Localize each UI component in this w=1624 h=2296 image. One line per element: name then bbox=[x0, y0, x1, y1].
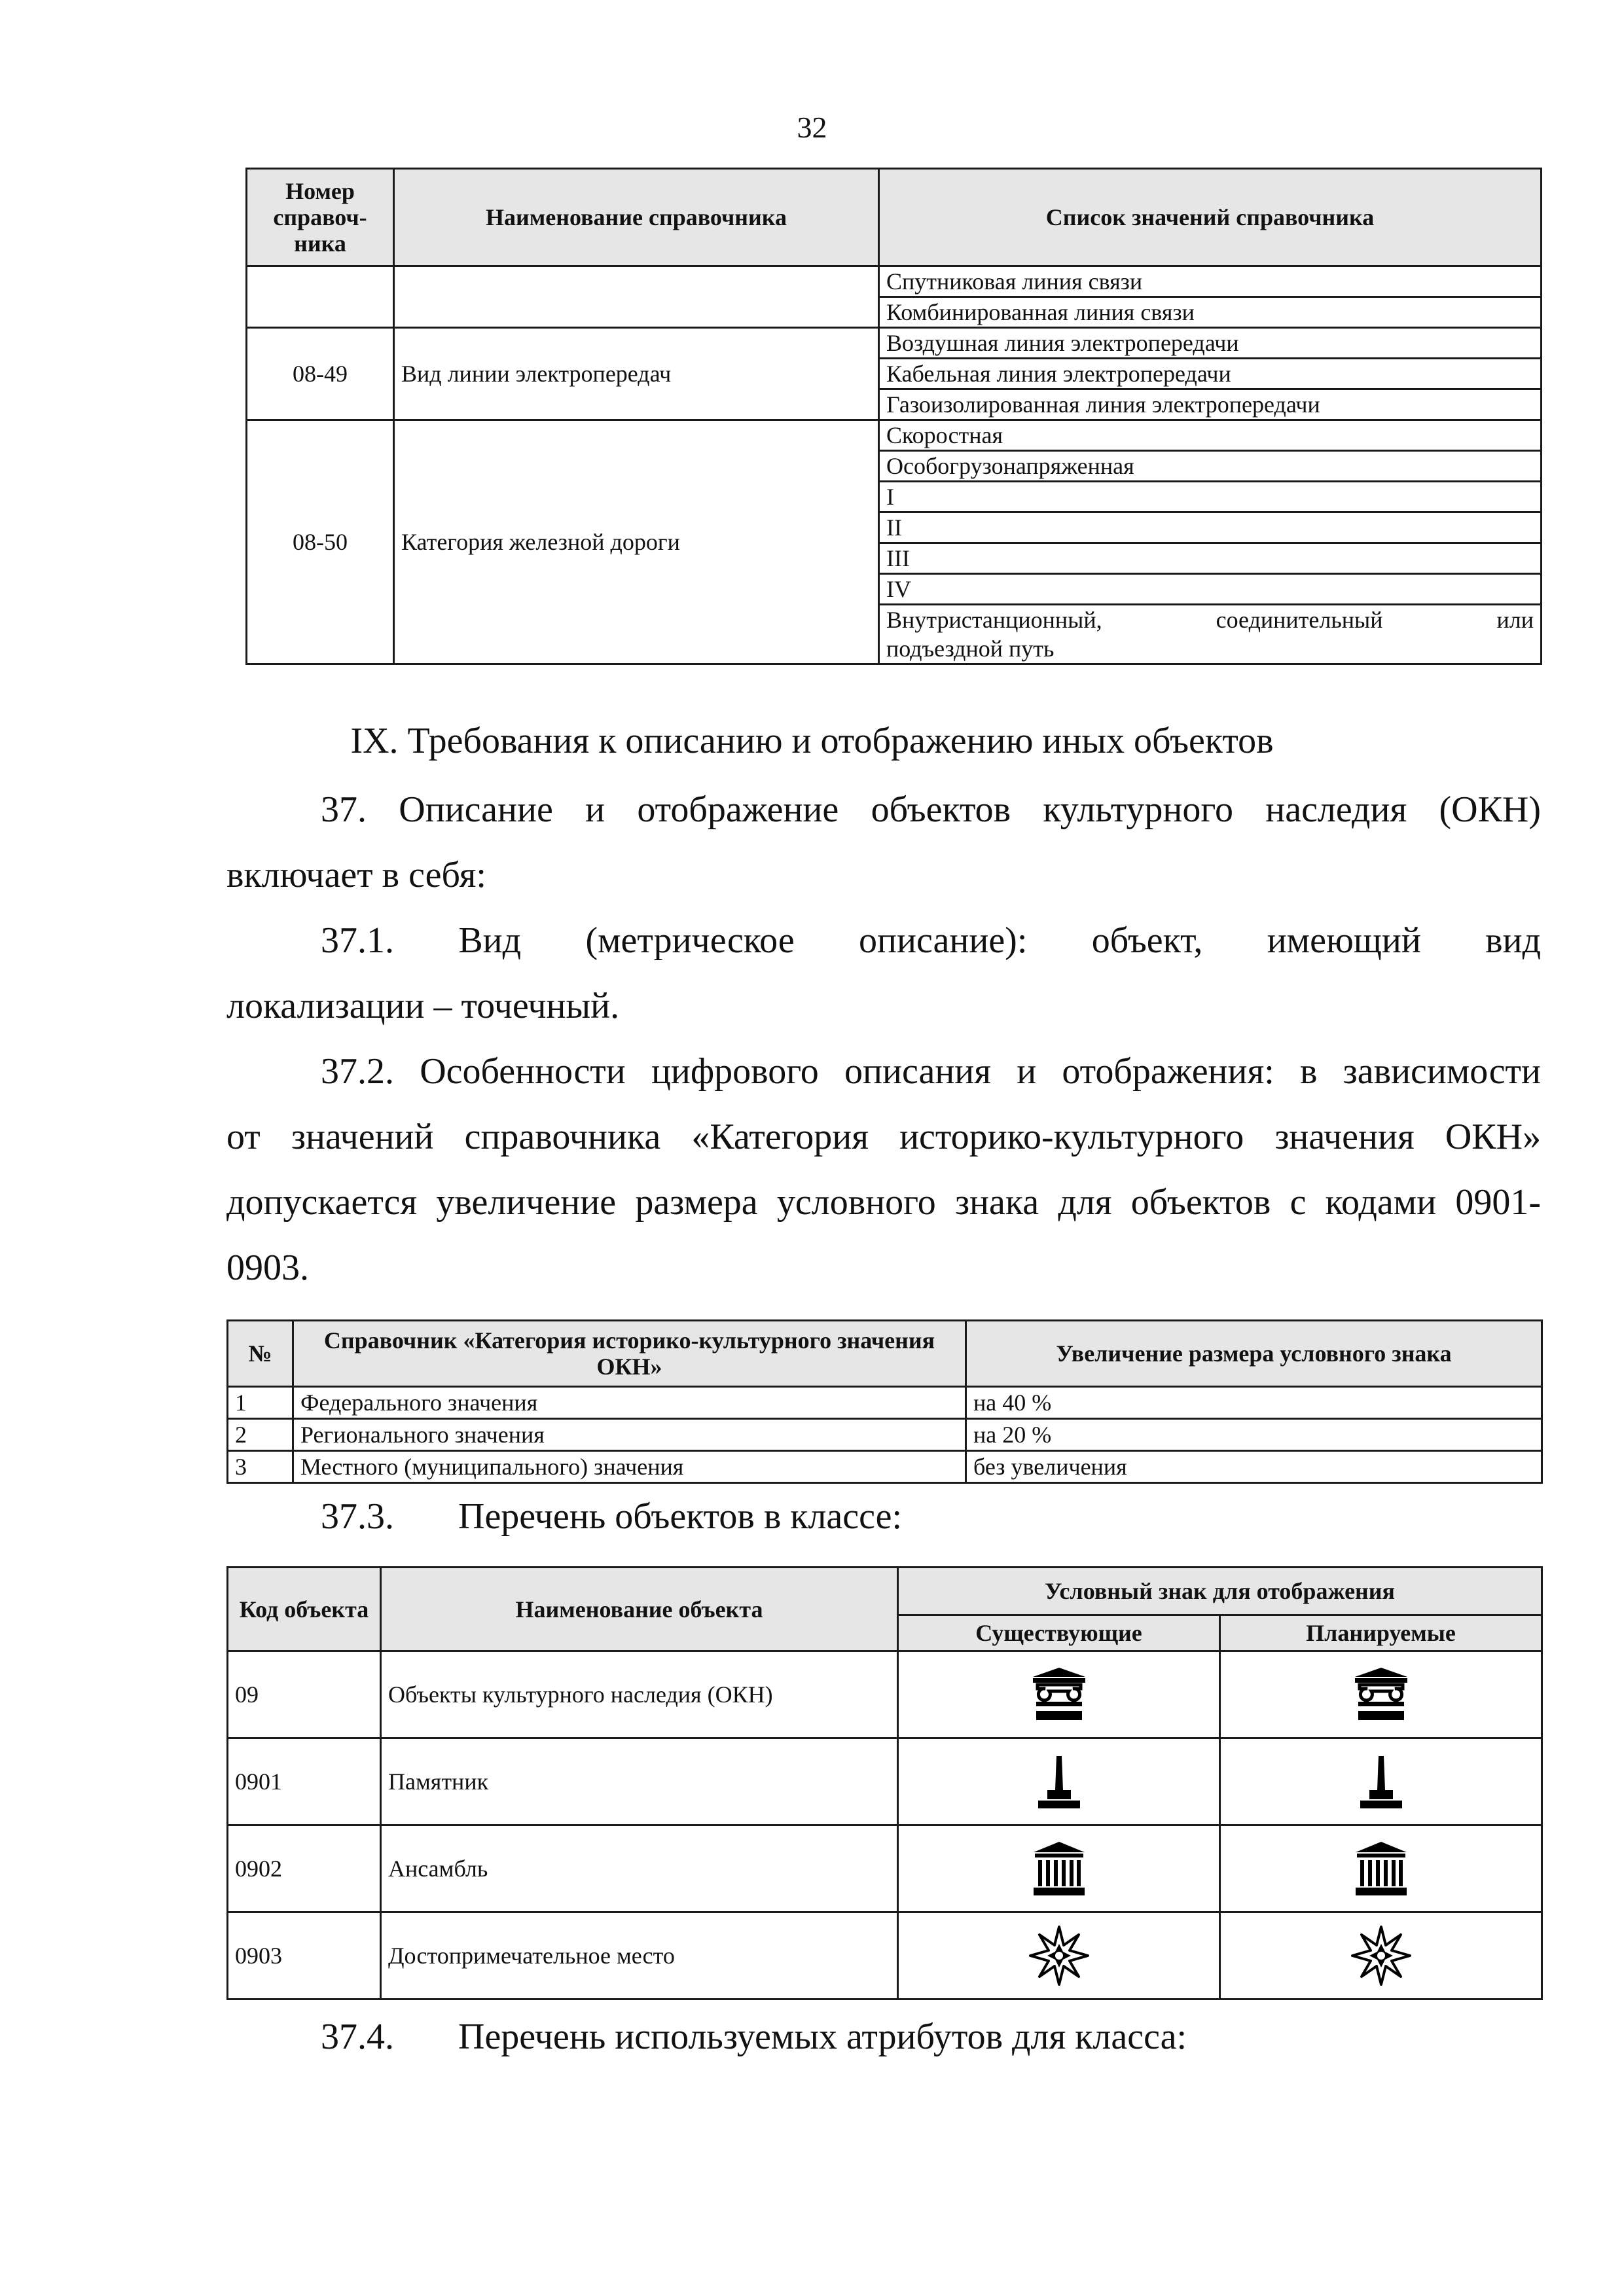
cell-category: Местного (муниципального) значения bbox=[293, 1451, 966, 1483]
paragraph-37-line-1: 37. Описание и отображение объектов культурного наследия (ОКН) bbox=[321, 789, 1542, 830]
table-row bbox=[228, 1419, 1542, 1451]
table-row bbox=[247, 266, 1542, 297]
cell-value-multiline bbox=[879, 605, 1542, 664]
cell-name: Памятник bbox=[381, 1738, 898, 1825]
table-row bbox=[228, 1738, 1542, 1825]
cell-symbol-existing bbox=[898, 1738, 1220, 1825]
paragraph-37-4-number: 37.4. bbox=[321, 2017, 394, 2057]
table-row bbox=[228, 1912, 1542, 2000]
cell-symbol-planned bbox=[1220, 1738, 1542, 1825]
cell-symbol-existing bbox=[898, 1912, 1220, 2000]
cell-category: Регионального значения bbox=[293, 1419, 966, 1451]
cell-symbol-planned bbox=[1220, 1912, 1542, 2000]
cell-increase: на 20 % bbox=[966, 1419, 1542, 1451]
table-header-row bbox=[247, 169, 1542, 266]
cell-name: Объекты культурного наследия (ОКН) bbox=[381, 1651, 898, 1738]
cell-code: 09 bbox=[228, 1651, 381, 1738]
cell-value: I bbox=[879, 482, 1542, 512]
cell-category: Федерального значения bbox=[293, 1387, 966, 1419]
header-object-name: Наименование объекта bbox=[381, 1568, 898, 1651]
column-capital-icon bbox=[1352, 1665, 1411, 1724]
header-planned: Планируемые bbox=[1220, 1615, 1542, 1651]
ensemble-building-icon bbox=[1030, 1839, 1089, 1898]
cell-number: 1 bbox=[228, 1387, 293, 1419]
paragraph-37-4-text: Перечень используемых атрибутов для класса: bbox=[458, 2017, 1187, 2057]
header-reference-number: Номер справоч-ника bbox=[247, 169, 394, 266]
table-row bbox=[228, 1825, 1542, 1912]
value-line-2: подъездной путь bbox=[886, 636, 1055, 662]
cell-code: 08-49 bbox=[247, 328, 394, 420]
paragraph-37-2-line-3: допускается увеличение размера условного знака для объектов с кодами 0901- bbox=[226, 1182, 1542, 1223]
table-row bbox=[247, 328, 1542, 359]
paragraph-37-3-text: Перечень объектов в классе: bbox=[458, 1496, 903, 1537]
cell-name: Достопримечательное место bbox=[381, 1912, 898, 2000]
paragraph-37-2-line-2: от значений справочника «Категория историко-культурного значения ОКН» bbox=[226, 1117, 1542, 1157]
header-category: Справочник «Категория историко-культурного значения ОКН» bbox=[293, 1321, 966, 1387]
table-row bbox=[228, 1451, 1542, 1483]
page-number: 32 bbox=[797, 111, 827, 144]
table-header-row bbox=[228, 1568, 1542, 1615]
value-line-1: Внутристанционный, соединительный или bbox=[886, 607, 1534, 633]
cell-value: Воздушная линия электропередачи bbox=[879, 328, 1542, 359]
monument-icon bbox=[1355, 1752, 1407, 1811]
paragraph-37-2-line-1: 37.2. Особенности цифрового описания и отображения: в зависимости bbox=[321, 1051, 1541, 1092]
cell-value: Спутниковая линия связи bbox=[879, 266, 1542, 297]
header-size-increase: Увеличение размера условного знака bbox=[966, 1321, 1542, 1387]
cell-symbol-existing bbox=[898, 1825, 1220, 1912]
paragraph-37-3-number: 37.3. bbox=[321, 1496, 394, 1537]
paragraph-37-line-2: включает в себя: bbox=[226, 855, 486, 895]
cell-name: Ансамбль bbox=[381, 1825, 898, 1912]
cell-value: Газоизолированная линия электропередачи bbox=[879, 389, 1542, 420]
cell-value: Кабельная линия электропередачи bbox=[879, 359, 1542, 389]
cell-code-empty bbox=[247, 266, 394, 328]
cell-name: Вид линии электропередач bbox=[394, 328, 879, 420]
section-heading: IX. Требования к описанию и отображению иных объектов bbox=[350, 721, 1274, 761]
cell-name-empty bbox=[394, 266, 879, 328]
monument-icon bbox=[1033, 1752, 1085, 1811]
table-row bbox=[247, 420, 1542, 451]
paragraph-37-2-line-4: 0903. bbox=[226, 1247, 309, 1288]
cell-value: III bbox=[879, 543, 1542, 574]
column-capital-icon bbox=[1030, 1665, 1089, 1724]
category-size-table bbox=[226, 1319, 1543, 1484]
cell-symbol-existing bbox=[898, 1651, 1220, 1738]
star-landmark-icon bbox=[1028, 1924, 1091, 1987]
paragraph-37-1-line-2: локализации – точечный. bbox=[226, 986, 620, 1026]
cell-value: Скоростная bbox=[879, 420, 1542, 451]
cell-number: 3 bbox=[228, 1451, 293, 1483]
table-row bbox=[228, 1651, 1542, 1738]
reference-table bbox=[245, 168, 1542, 665]
table-header-row bbox=[228, 1321, 1542, 1387]
cell-symbol-planned bbox=[1220, 1825, 1542, 1912]
cell-number: 2 bbox=[228, 1419, 293, 1451]
ensemble-building-icon bbox=[1352, 1839, 1411, 1898]
cell-code: 0903 bbox=[228, 1912, 381, 2000]
header-reference-name: Наименование справочника bbox=[394, 169, 879, 266]
cell-code: 0902 bbox=[228, 1825, 381, 1912]
table-row bbox=[228, 1387, 1542, 1419]
cell-code: 0901 bbox=[228, 1738, 381, 1825]
header-number: № bbox=[228, 1321, 293, 1387]
objects-table bbox=[226, 1566, 1543, 2000]
star-landmark-icon bbox=[1350, 1924, 1413, 1987]
cell-increase: на 40 % bbox=[966, 1387, 1542, 1419]
header-object-code: Код объекта bbox=[228, 1568, 381, 1651]
header-reference-values: Список значений справочника bbox=[879, 169, 1542, 266]
cell-symbol-planned bbox=[1220, 1651, 1542, 1738]
cell-value: IV bbox=[879, 574, 1542, 605]
cell-value: II bbox=[879, 512, 1542, 543]
cell-code: 08-50 bbox=[247, 420, 394, 664]
header-symbol: Условный знак для отображения bbox=[898, 1568, 1542, 1615]
cell-name: Категория железной дороги bbox=[394, 420, 879, 664]
cell-value: Особогрузонапряженная bbox=[879, 451, 1542, 482]
cell-value: Комбинированная линия связи bbox=[879, 297, 1542, 328]
header-existing: Существующие bbox=[898, 1615, 1220, 1651]
cell-increase: без увеличения bbox=[966, 1451, 1542, 1483]
paragraph-37-1-line-1: 37.1. Вид (метрическое описание): объект, имеющий вид bbox=[321, 920, 1542, 961]
